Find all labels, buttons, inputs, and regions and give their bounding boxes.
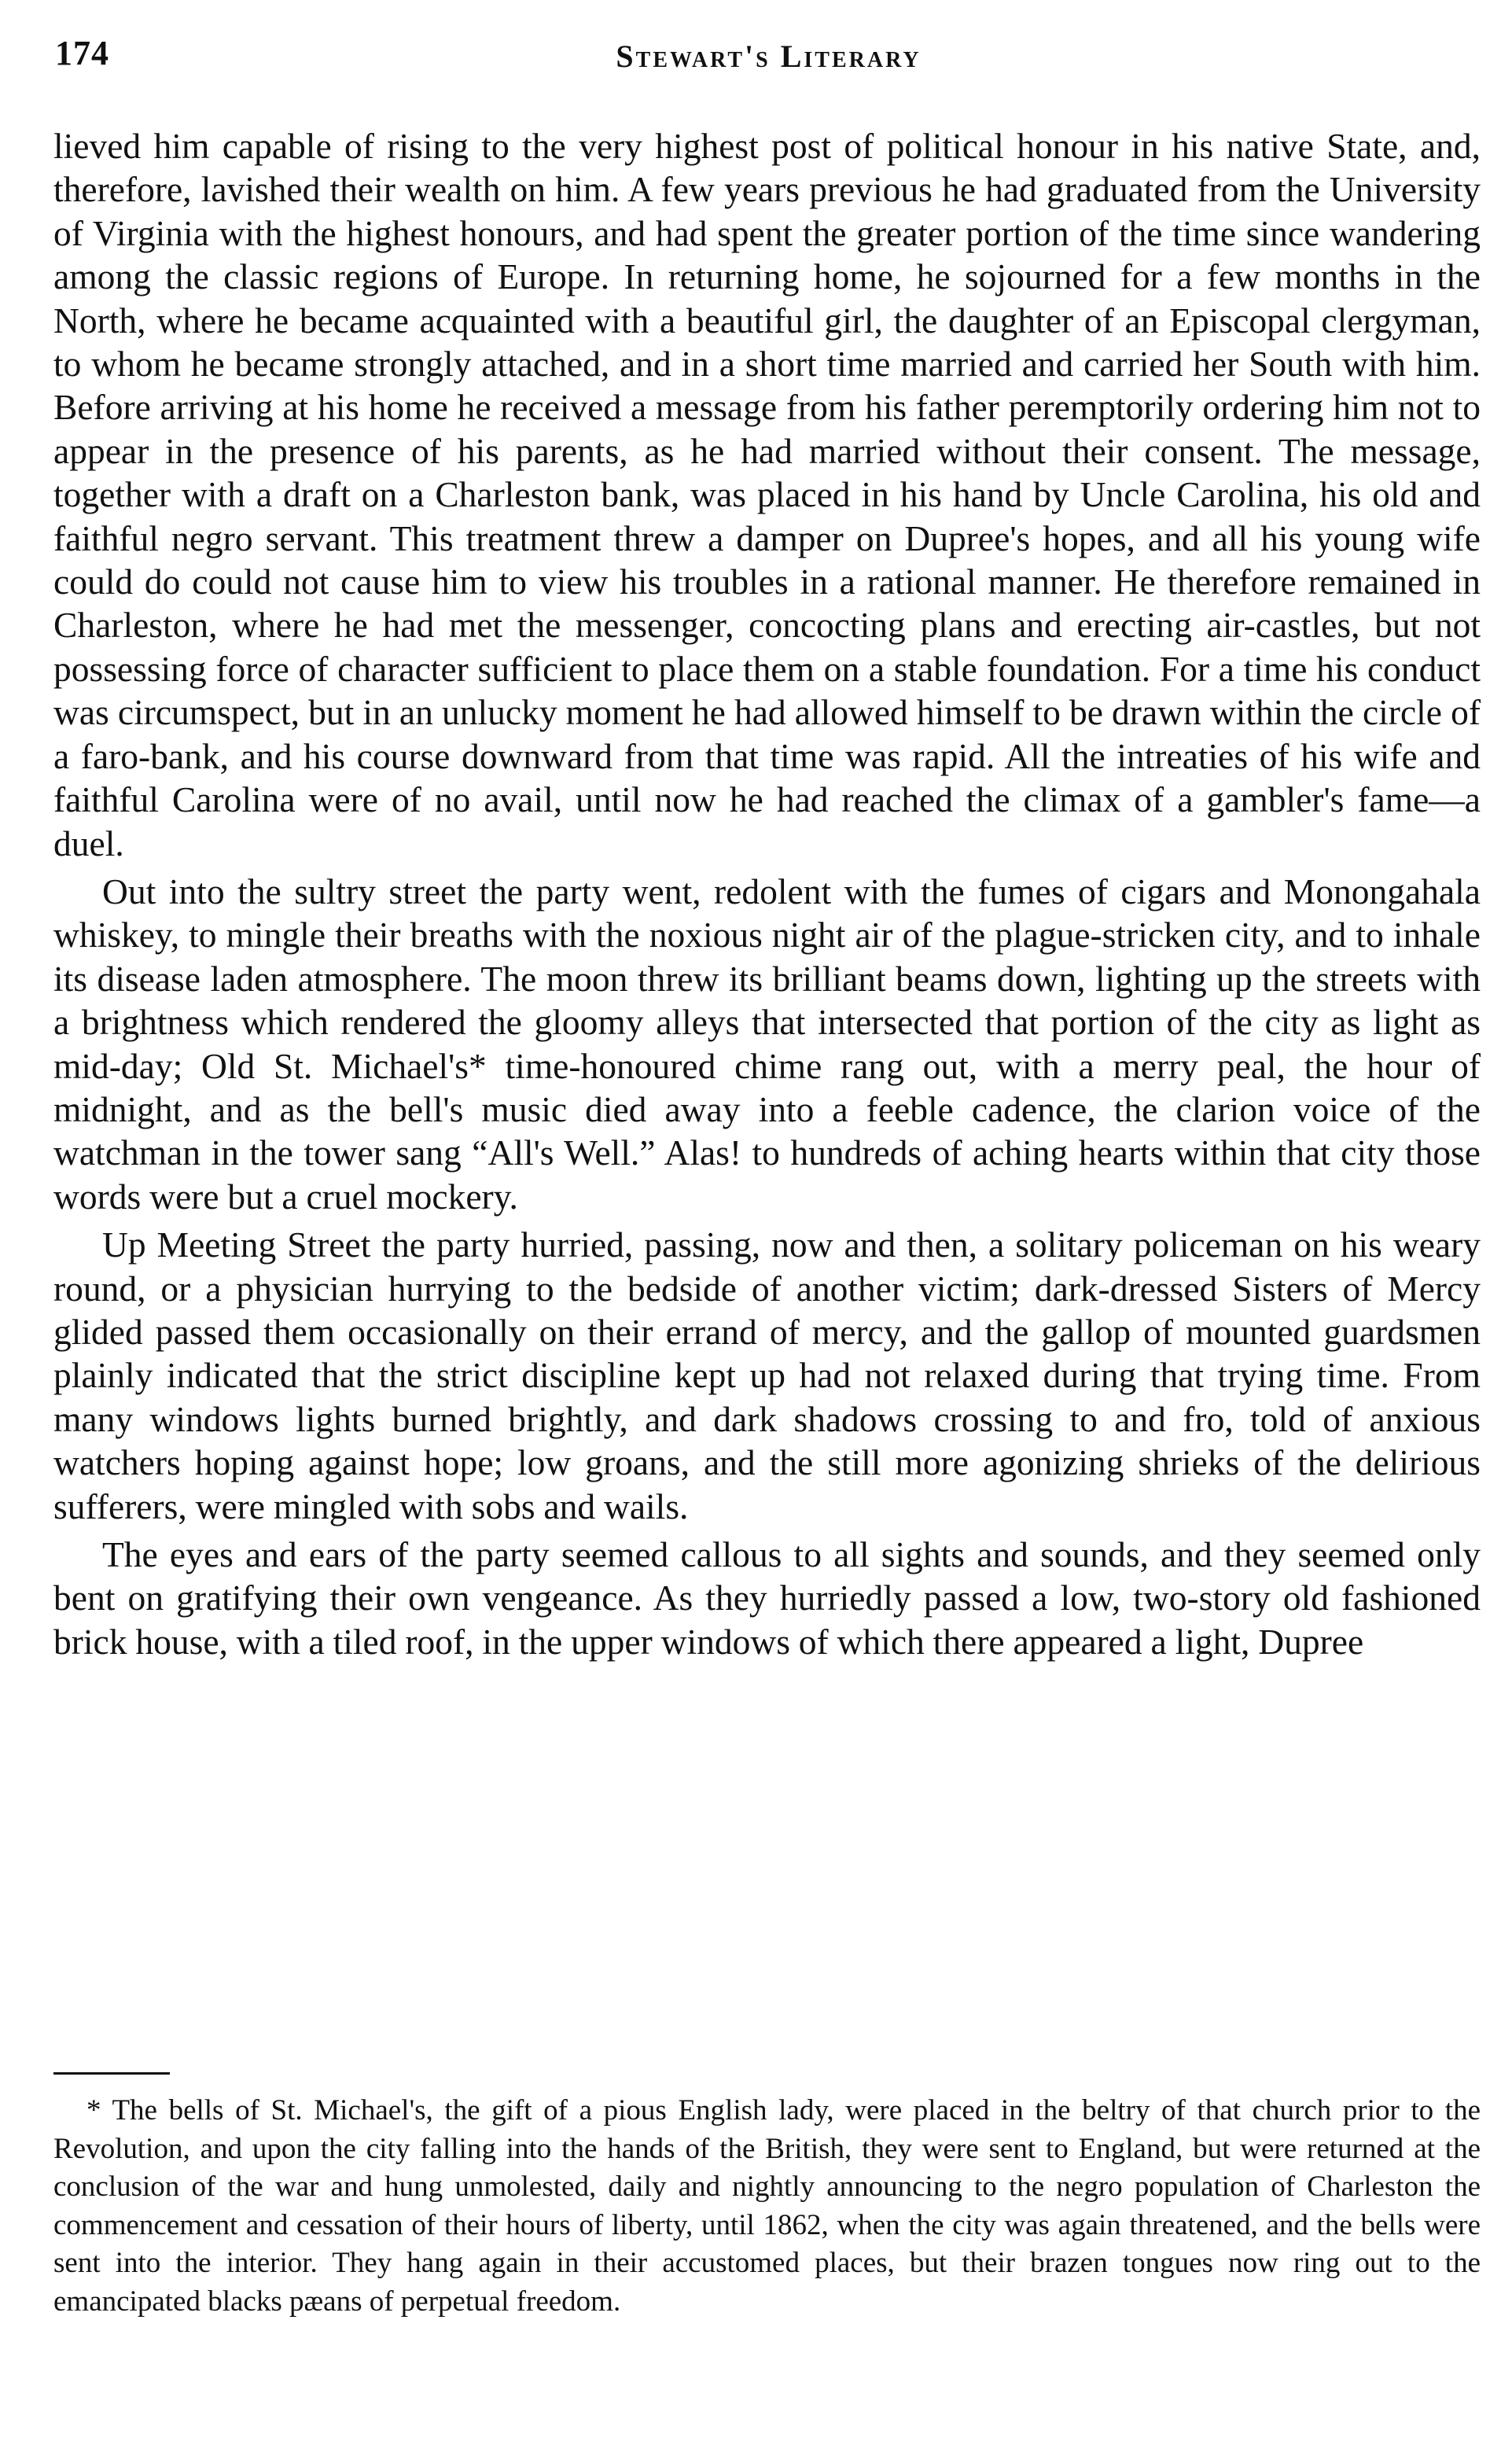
running-title: Stewart's Literary bbox=[616, 39, 922, 74]
footnote-divider bbox=[53, 2072, 170, 2075]
paragraph-street: Out into the sultry street the party went, redolent with the fumes of cigars and Monongahala whiskey, to mingle their breaths with the noxious night air of the plague-stricken city, and to inhale its disease laden atmosphere. The moon threw its brilliant beams down, lighting up the streets with a brightness which rendered the gloomy alleys that intersected that portion of the city as light as mid-day; Old St. Michael's* time-honoured chime rang out, with a merry peal, the hour of midnight, and as the bell's music died away into a feeble cadence, the clarion voice of the watchman in the tower sang “All's Well.” Alas! to hundreds of aching hearts within that city those words were but a cruel mockery. bbox=[53, 871, 1481, 1217]
footnote: * The bells of St. Michael's, the gift of a pious English lady, were placed in the beltry of that church prior to the Revolution, and upon the city falling into the hands of the British, they were sent to England, but were returned at the conclusion of the war and hung unmolested, daily and nightly announcing to the negro population of Charleston the commencement and cessation of their hours of liberty, until 1862, when the city was again threatened, and the bells were sent into the interior. They hang again in their accustomed places, but their brazen tongues now ring out to the emancipated blacks pæans of perpetual freedom. bbox=[53, 2094, 1481, 2318]
paragraph-party: The eyes and ears of the party seemed callous to all sights and sounds, and they seemed only bent on gratifying their own vengeance. As they hurriedly passed a low, two-story old fashioned brick house, with a tiled roof, in the upper windows of which there appeared a light, Dupree bbox=[53, 1534, 1481, 1662]
running-head bbox=[55, 33, 1482, 88]
paragraph-continuation: lieved him capable of rising to the very highest post of political honour in his native State, and, therefore, lavished their wealth on him. A few years previous he had graduated from the University of Virginia with the highest honours, and had spent the greater portion of the time since wandering among the classic regions of Europe. In returning home, he sojourned for a few months in the North, where he became acquainted with a beautiful girl, the daughter of an Episcopal clergyman, to whom he became strongly attached, and in a short time married and carried her South with him. Before arriving at his home he received a message from his father peremptorily ordering him not to appear in the presence of his parents, as he had married without their consent. The message, together with a draft on a Charleston bank, was placed in his hand by Uncle Carolina, his old and faithful negro servant. This treatment threw a damper on Dupree's hopes, and all his young wife could do could not cause him to view his troubles in a rational manner. He therefore remained in Charleston, where he had met the messenger, concocting plans and erecting air-castles, but not possessing force of character sufficient to place them on a stable foundation. For a time his conduct was circumspect, but in an unlucky moment he had allowed himself to be drawn within the circle of a faro-bank, and his course downward from that time was rapid. All the intreaties of his wife and faithful Carolina were of no avail, until now he had reached the climax of a gambler's fame—a duel. bbox=[53, 126, 1481, 863]
page-number: 174 bbox=[55, 34, 109, 72]
paragraph-meeting-street: Up Meeting Street the party hurried, passing, now and then, a solitary policeman on his weary round, or a physician hurrying to the bedside of another victim; dark-dressed Sisters of Mercy glided passed them occasionally on their errand of mercy, and the gallop of mounted guardsmen plainly indicated that the strict discipline kept up had not relaxed during that trying time. From many windows lights burned brightly, and dark shadows crossing to and fro, told of anxious watchers hoping against hope; low groans, and the still more agonizing shrieks of the delirious sufferers, were mingled with sobs and wails. bbox=[53, 1224, 1481, 1526]
body-text bbox=[53, 124, 1481, 1668]
